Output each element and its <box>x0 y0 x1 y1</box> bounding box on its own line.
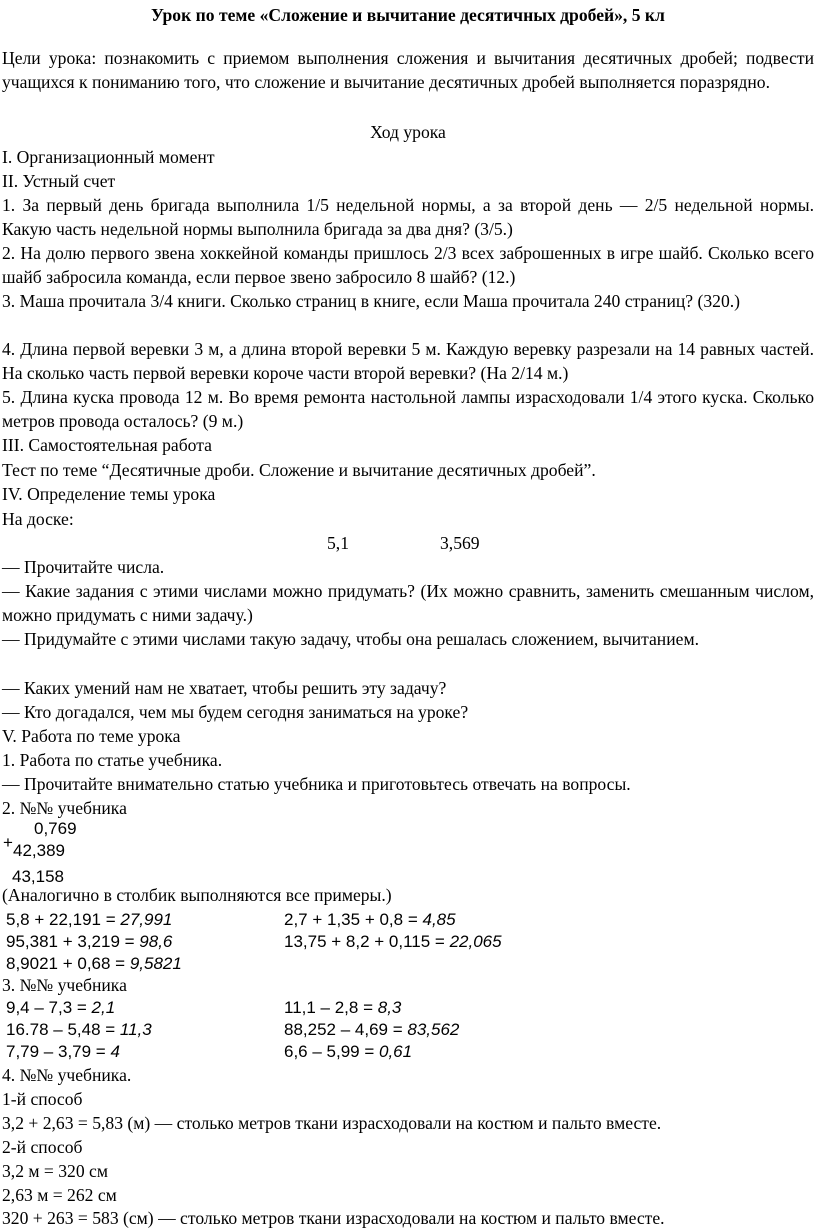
dialog-line-2: — Какие задания с этими числами можно придумать? (Их можно сравнить, заменить смешанным числом, можно придумать с ними задачу.) <box>2 581 814 625</box>
task-2: 2. На долю первого звена хоккейной команды пришлось 2/3 всех заброшенных в игре шайб. Сколько всего шайб забросила команда, если первое звено забросило 8 шайб? (12.) <box>2 243 814 287</box>
section-independent-work: III. Самостоятельная работа <box>2 435 212 455</box>
method-2-line-3: 320 + 263 = 583 (см) — столько метров ткани израсходовали на костюм и пальто вместе. <box>2 1208 665 1228</box>
column-addition <box>3 818 77 888</box>
subtraction-example: 11,1 – 2,8 = 8,3 <box>284 998 402 1017</box>
subtraction-example: 6,6 – 5,99 = 0,61 <box>284 1042 413 1061</box>
addition-example: 13,75 + 8,2 + 0,115 = 22,065 <box>284 932 502 951</box>
plus-sign: + <box>3 833 13 852</box>
work-1: 1. Работа по статье учебника. <box>2 750 223 770</box>
board-label: На доске: <box>2 509 74 529</box>
dialog-line-1: — Прочитайте числа. <box>2 557 165 577</box>
addend-1: 0,769 <box>34 819 77 838</box>
method-1: 1-й способ <box>2 1089 83 1109</box>
method-2-line-2: 2,63 м = 262 см <box>2 1185 117 1205</box>
task-5: 5. Длина куска провода 12 м. Во время ремонта настольной лампы израсходовали 1/4 этого куска. Сколько метров провода осталось? (9 м.) <box>2 387 814 431</box>
test-line: Тест по теме “Десятичные дроби. Сложение и вычитание десятичных дробей”. <box>2 460 596 480</box>
subtraction-example: 7,79 – 3,79 = 4 <box>6 1042 120 1061</box>
method-1-line: 3,2 + 2,63 = 5,83 (м) — столько метров ткани израсходовали на костюм и пальто вместе. <box>2 1113 662 1133</box>
task-3: 3. Маша прочитала 3/4 книги. Сколько страниц в книге, если Маша прочитала 240 страниц? (320.) <box>2 291 741 311</box>
lesson-goals: Цели урока: познакомить с приемом выполнения сложения и вычитания десятичных дробей; подвести учащихся к пониманию того, что сложение и вычитание десятичных дробей выполняется поразрядно. <box>2 48 814 92</box>
addend-2: 42,389 <box>13 841 65 860</box>
method-2-line-1: 3,2 м = 320 см <box>2 1161 108 1181</box>
section-organizational: I. Организационный момент <box>2 147 215 167</box>
method-2: 2-й способ <box>2 1137 83 1157</box>
work-4: 4. №№ учебника. <box>2 1065 132 1085</box>
column-sum: 43,158 <box>12 867 64 886</box>
subtraction-example: 16.78 – 5,48 = 11,3 <box>6 1020 152 1039</box>
addition-example: 5,8 + 22,191 = 27,991 <box>6 910 173 929</box>
document-title: Урок по теме «Сложение и вычитание десятичных дробей», 5 кл <box>151 5 665 25</box>
dialog-line-4: — Каких умений нам не хватает, чтобы решить эту задачу? <box>2 678 447 698</box>
task-1: 1. За первый день бригада выполнила 1/5 недельной нормы, а за второй день — 2/5 недельной нормы. Какую часть недельной нормы выполнила бригада за два дня? (3/5.) <box>2 195 814 239</box>
section-work: V. Работа по теме урока <box>2 726 181 746</box>
dialog-line-5: — Кто догадался, чем мы будем сегодня заниматься на уроке? <box>2 702 469 722</box>
work-3: 3. №№ учебника <box>2 975 127 995</box>
work-2: 2. №№ учебника <box>2 798 127 818</box>
dialog-line-3: — Придумайте с этими числами такую задачу, чтобы она решалась сложением, вычитанием. <box>2 629 699 649</box>
addition-example: 95,381 + 3,219 = 98,6 <box>6 932 173 951</box>
subtraction-example: 88,252 – 4,69 = 83,562 <box>284 1020 460 1039</box>
subtraction-example: 9,4 – 7,3 = 2,1 <box>6 998 116 1017</box>
course-heading: Ход урока <box>370 122 446 142</box>
addition-example: 2,7 + 1,35 + 0,8 = 4,85 <box>284 910 456 929</box>
board-number-1: 5,1 <box>327 533 349 553</box>
work-1-dialog: — Прочитайте внимательно статью учебника и приготовьтесь отвечать на вопросы. <box>2 774 631 794</box>
board-number-2: 3,569 <box>440 533 480 553</box>
task-4: 4. Длина первой веревки 3 м, а длина второй веревки 5 м. Каждую веревку разрезали на 14 равных частей. На сколько часть первой веревки короче части второй веревки? (На 2/14 м.) <box>2 339 814 383</box>
section-oral-count: II. Устный счет <box>2 171 116 191</box>
section-topic: IV. Определение темы урока <box>2 484 216 504</box>
column-note: (Аналогично в столбик выполняются все примеры.) <box>2 885 392 905</box>
addition-example: 8,9021 + 0,68 = 9,5821 <box>6 954 182 973</box>
